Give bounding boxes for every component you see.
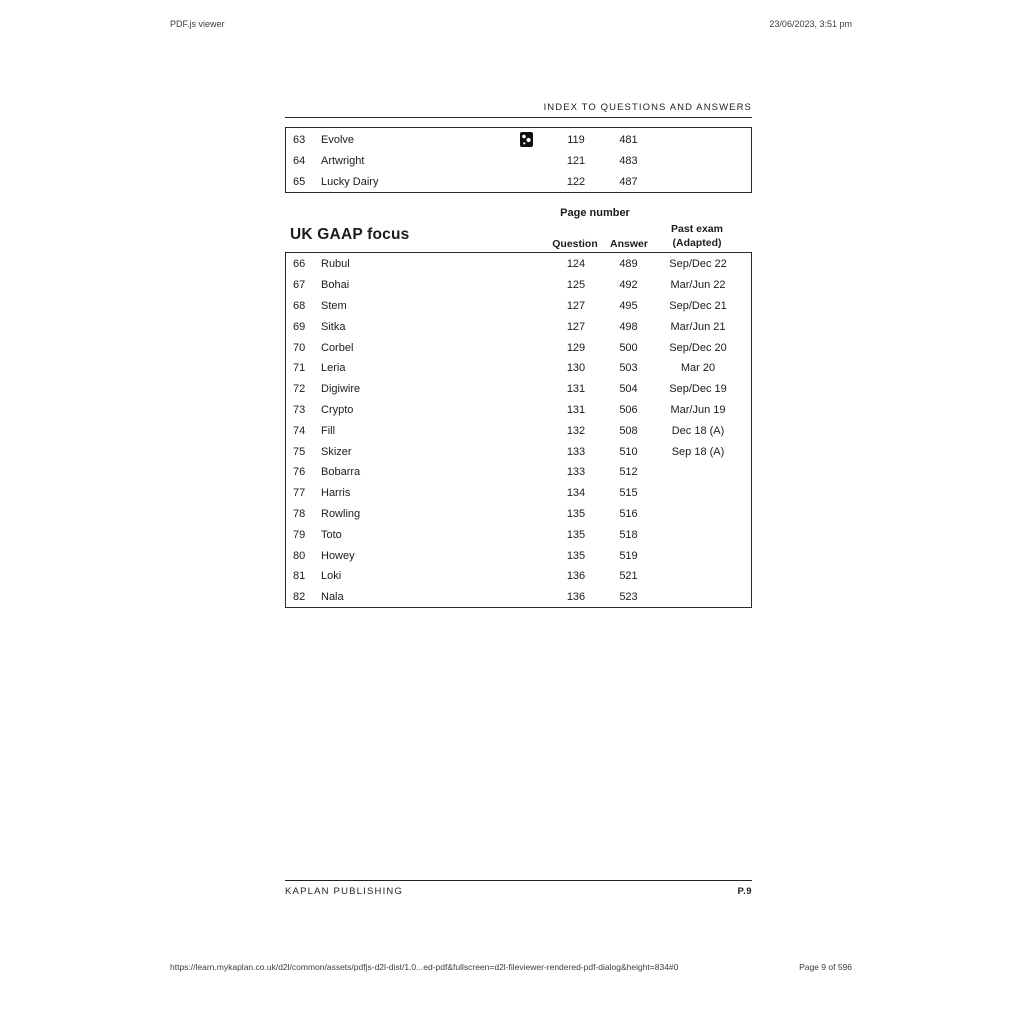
question-page-number: 121 <box>566 154 586 167</box>
row-number: 72 <box>293 383 306 396</box>
question-page-number: 133 <box>566 445 586 458</box>
heading-rule <box>285 117 752 118</box>
row-number: 64 <box>293 154 306 167</box>
past-exam-session: Mar/Jun 19 <box>670 403 726 416</box>
past-exam-session: Sep 18 (A) <box>671 445 725 458</box>
answer-page-number: 492 <box>619 279 638 292</box>
answer-page-number: 510 <box>619 445 638 458</box>
answer-page-number: 504 <box>619 383 638 396</box>
row-number: 68 <box>293 299 306 312</box>
question-name: Corbel <box>321 341 354 354</box>
answer-page-number: 506 <box>619 403 638 416</box>
answer-page-number: 481 <box>619 133 638 146</box>
row-number: 67 <box>293 279 306 292</box>
answer-page-number: 500 <box>619 341 638 354</box>
index-page-heading: INDEX TO QUESTIONS AND ANSWERS <box>543 102 752 113</box>
print-timestamp: 23/06/2023, 3:51 pm <box>769 19 852 29</box>
table-row <box>286 129 751 150</box>
table-row <box>286 420 751 441</box>
question-page-number: 125 <box>566 279 586 292</box>
document-page-number: P.9 <box>737 886 752 897</box>
row-number: 82 <box>293 591 306 604</box>
answer-page-number: 516 <box>619 507 638 520</box>
question-name: Harris <box>321 487 351 500</box>
table-row <box>286 296 751 317</box>
section-title: UK GAAP focus <box>290 226 410 243</box>
row-number: 73 <box>293 403 306 416</box>
page-number-label: Page number <box>560 207 630 219</box>
question-page-number: 122 <box>566 175 586 188</box>
print-footer <box>170 962 852 972</box>
question-name: Bohai <box>321 279 350 292</box>
row-number: 80 <box>293 549 306 562</box>
row-number: 66 <box>293 258 306 271</box>
row-number: 76 <box>293 466 306 479</box>
table-row <box>286 379 751 400</box>
row-number: 71 <box>293 362 306 375</box>
table-row <box>286 171 751 192</box>
question-page-number: 130 <box>566 362 586 375</box>
question-name: Skizer <box>321 445 352 458</box>
table-row <box>286 566 751 587</box>
past-exam-session: Mar/Jun 22 <box>670 279 726 292</box>
question-page-number: 135 <box>566 528 586 541</box>
past-exam-session: Dec 18 (A) <box>671 424 725 437</box>
answer-page-number: 489 <box>619 258 638 271</box>
table-row <box>286 462 751 483</box>
question-name: Leria <box>321 362 346 375</box>
print-header <box>170 19 852 29</box>
question-name: Stem <box>321 299 347 312</box>
question-page-number: 132 <box>566 424 586 437</box>
table-row <box>286 524 751 545</box>
answer-page-number: 483 <box>619 154 638 167</box>
question-name: Howey <box>321 549 355 562</box>
answer-page-number: 519 <box>619 549 638 562</box>
past-exam-session: Sep/Dec 20 <box>669 341 727 354</box>
row-number: 63 <box>293 133 306 146</box>
column-header-question: Question <box>552 238 598 250</box>
table-row <box>286 441 751 462</box>
question-page-number: 133 <box>566 466 586 479</box>
column-header-answer: Answer <box>610 238 648 250</box>
answer-page-number: 503 <box>619 362 638 375</box>
table-row <box>286 504 751 525</box>
source-url: https://learn.mykaplan.co.uk/d2l/common/assets/pdfjs-d2l-dist/1.0...ed-pdf&fullscreen=d2l-fileviewer-rendered-pdf-dialog&height=834#0 <box>170 962 679 972</box>
answer-page-number: 515 <box>619 487 638 500</box>
table-row <box>286 400 751 421</box>
table-row <box>286 337 751 358</box>
question-name: Rowling <box>321 507 361 520</box>
row-number: 78 <box>293 507 306 520</box>
answer-page-number: 521 <box>619 570 638 583</box>
past-exam-line2: (Adapted) <box>672 236 722 249</box>
row-number: 75 <box>293 445 306 458</box>
question-name: Digiwire <box>321 383 361 396</box>
index-table-top <box>285 127 752 193</box>
past-exam-session: Mar/Jun 21 <box>670 320 726 333</box>
answer-page-number: 508 <box>619 424 638 437</box>
publisher-name: KAPLAN PUBLISHING <box>285 886 404 897</box>
question-name: Lucky Dairy <box>321 175 379 188</box>
answer-page-number: 512 <box>619 466 638 479</box>
table-row <box>286 483 751 504</box>
index-table-main <box>285 252 752 608</box>
table-row <box>286 545 751 566</box>
question-name: Evolve <box>321 133 355 146</box>
past-exam-session: Sep/Dec 22 <box>669 258 727 271</box>
question-page-number: 134 <box>566 487 586 500</box>
past-exam-session: Sep/Dec 21 <box>669 299 727 312</box>
question-page-number: 136 <box>566 570 586 583</box>
row-number: 65 <box>293 175 306 188</box>
past-exam-session: Mar 20 <box>680 362 716 375</box>
table-row <box>286 316 751 337</box>
table-row <box>286 358 751 379</box>
row-number: 69 <box>293 320 306 333</box>
answer-page-number: 487 <box>619 175 638 188</box>
question-name: Artwright <box>321 154 365 167</box>
question-page-number: 131 <box>566 383 586 396</box>
question-page-number: 135 <box>566 549 586 562</box>
question-name: Sitka <box>321 320 346 333</box>
question-page-number: 129 <box>566 341 586 354</box>
question-name: Rubul <box>321 258 350 271</box>
question-name: Crypto <box>321 403 354 416</box>
marker-icon-slot <box>511 132 541 147</box>
question-page-number: 119 <box>567 133 585 146</box>
answer-page-number: 495 <box>619 299 638 312</box>
table-row <box>286 254 751 275</box>
answer-page-number: 498 <box>619 320 638 333</box>
row-number: 81 <box>293 570 306 583</box>
question-page-number: 136 <box>566 591 586 604</box>
past-exam-line1: Past exam <box>671 223 723 235</box>
section-header <box>285 205 751 252</box>
print-page-info: Page 9 of 596 <box>799 962 852 972</box>
row-number: 74 <box>293 424 306 437</box>
past-exam-session: Sep/Dec 19 <box>669 383 727 396</box>
row-number: 77 <box>293 487 306 500</box>
question-page-number: 127 <box>566 299 586 312</box>
table-row <box>286 275 751 296</box>
question-name: Nala <box>321 591 344 604</box>
table-row <box>286 587 751 608</box>
question-page-number: 127 <box>566 320 586 333</box>
row-number: 70 <box>293 341 306 354</box>
row-number: 79 <box>293 528 306 541</box>
question-name: Bobarra <box>321 466 361 479</box>
question-page-number: 131 <box>566 403 586 416</box>
answer-page-number: 523 <box>619 591 638 604</box>
column-header-past-exam <box>645 223 749 250</box>
question-name: Toto <box>321 528 342 541</box>
question-page-number: 135 <box>566 507 586 520</box>
document-footer <box>285 886 752 897</box>
table-row <box>286 150 751 171</box>
question-name: Fill <box>321 424 336 437</box>
viewer-app-title: PDF.js viewer <box>170 19 225 29</box>
footer-rule <box>285 880 752 881</box>
calculator-icon <box>520 132 533 147</box>
answer-page-number: 518 <box>619 528 638 541</box>
question-page-number: 124 <box>566 258 586 271</box>
question-name: Loki <box>321 570 342 583</box>
